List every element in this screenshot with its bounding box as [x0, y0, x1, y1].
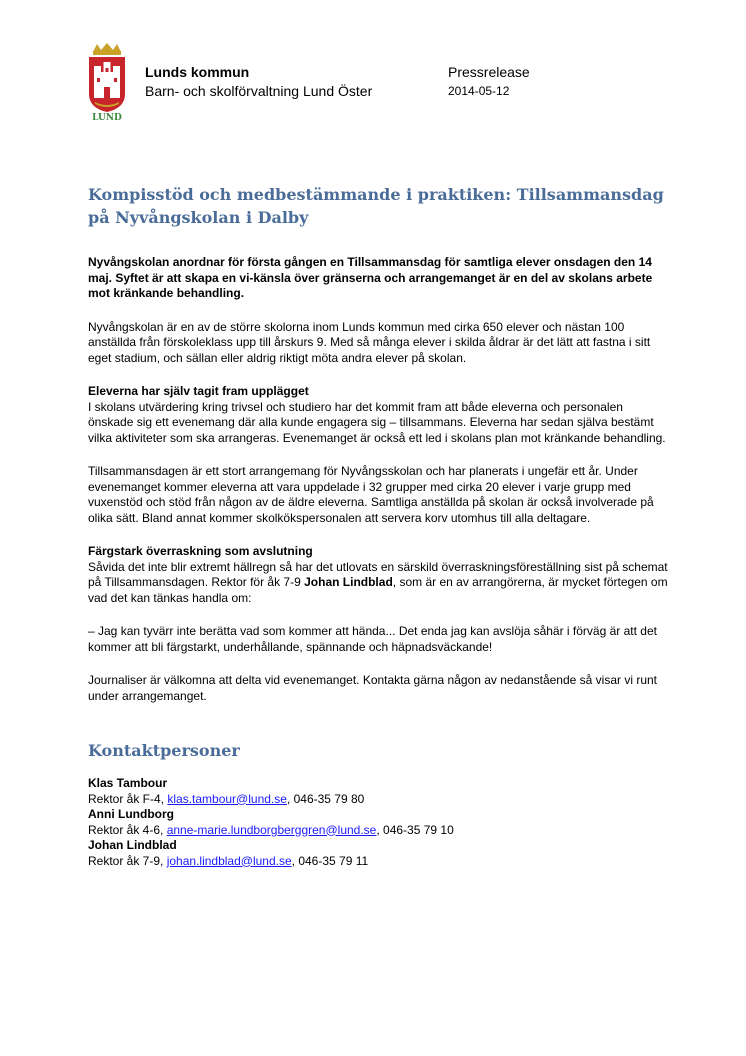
article-lead: Nyvångskolan anordnar för första gången en Tillsammansdag för samtliga elever onsdagen den 14 maj. Syftet är att skapa en vi-känsla över gränserna och arrangemanget är en del av skolans arbete mot kränkande behandling.: [88, 255, 653, 300]
paragraph-4-name: Johan Lindblad: [304, 575, 393, 589]
contact-role: Rektor åk 7-9,: [88, 853, 167, 868]
logo-text: LUND: [92, 113, 122, 122]
release-block: [448, 63, 530, 101]
doc-type: Pressrelease: [448, 64, 530, 80]
paragraph-4-end: , som är en av arrangörerna, är mycket förtegen om vad det kan tänkas handla om:: [88, 575, 668, 605]
release-date: 2014-05-12: [448, 84, 510, 98]
contact-name: Anni Lundborg: [88, 807, 174, 821]
subheading-1: Eleverna har själv tagit fram upplägget: [88, 384, 309, 398]
org-block: [145, 63, 372, 101]
paragraph-4-start: Såvida det inte blir extremt hällregn så har det utlovats en särskild överraskningsföreställning sist på schemat på Tillsammansdagen. Rektor för åk 7-9: [88, 559, 668, 589]
contact-name: Johan Lindblad: [88, 838, 177, 852]
org-unit: Barn- och skolförvaltning Lund Öster: [145, 83, 373, 99]
contact-email-link[interactable]: anne-marie.lundborgberggren@lund.se: [166, 822, 377, 837]
contact-phone: , 046-35 79 11: [291, 853, 369, 868]
contact-email-link[interactable]: klas.tambour@lund.se: [167, 791, 287, 806]
article-title: Kompisstöd och medbestämmande i praktiken: Tillsammansdag på Nyvångskolan i Dalby: [88, 185, 664, 227]
contact-list: [88, 776, 668, 869]
contact-email-link[interactable]: johan.lindblad@lund.se: [166, 853, 292, 868]
contact-phone: , 046-35 79 10: [376, 822, 454, 837]
contact-details: [88, 792, 668, 808]
contacts-heading: Kontaktpersoner: [88, 741, 240, 760]
paragraph-4: [88, 560, 668, 607]
lund-crest-logo: [85, 42, 129, 122]
article: [88, 183, 668, 869]
quote: – Jag kan tyvärr inte berätta vad som kommer att hända... Det enda jag kan avslöja såhär i förväg är att det kommer att bli färgstarkt, underhållande, spännande och häpnadsväckande!: [88, 624, 657, 654]
paragraph-1: Nyvångskolan är en av de större skolorna inom Lunds kommun med cirka 650 elever och nästan 100 anställda från förskoleklass upp till årskurs 9. Med så många elever i skilda åldrar är det lätt att fastna i sitt eget stadium, och sällan eller aldrig riktigt möta andra elever på skolan.: [88, 319, 651, 365]
subheading-2: Färgstark överraskning som avslutning: [88, 544, 313, 558]
contact-details: [88, 854, 668, 870]
contact-role: Rektor åk 4-6,: [88, 822, 167, 837]
paragraph-2: I skolans utvärdering kring trivsel och studiero har det kommit fram att både eleverna och personalen önskade sig ett evenemang där alla kunde engagera sig – tillsammans. Eleverna har sedan själva bestämt vilka aktiviteter som ska arrangeras. Evenemanget är också ett led i skolans plan mot kränkande behandling.: [88, 399, 666, 445]
contact-details: [88, 823, 668, 839]
crest-icon: [85, 42, 129, 122]
paragraph-5: Journaliser är välkomna att delta vid evenemanget. Kontakta gärna någon av nedanstående så visar vi runt under arrangemanget.: [88, 673, 658, 703]
contact-phone: , 046-35 79 80: [286, 791, 365, 806]
paragraph-3: Tillsammansdagen är ett stort arrangemang för Nyvångsskolan och har planerats i ungefär ett år. Under evenemanget kommer eleverna att vara uppdelade i 32 grupper med cirka 20 elever i varje grupp med vuxenstöd och stöd från någon av de äldre eleverna. Samtliga anställda på skolan är också involverade på olika sätt. Bland annat kommer skolkökspersonalen att servera korv utomhus till alla deltagare.: [88, 464, 654, 525]
contact-role: Rektor åk F-4,: [88, 791, 168, 806]
contact-name: Klas Tambour: [88, 776, 168, 790]
org-name: Lunds kommun: [145, 64, 250, 80]
